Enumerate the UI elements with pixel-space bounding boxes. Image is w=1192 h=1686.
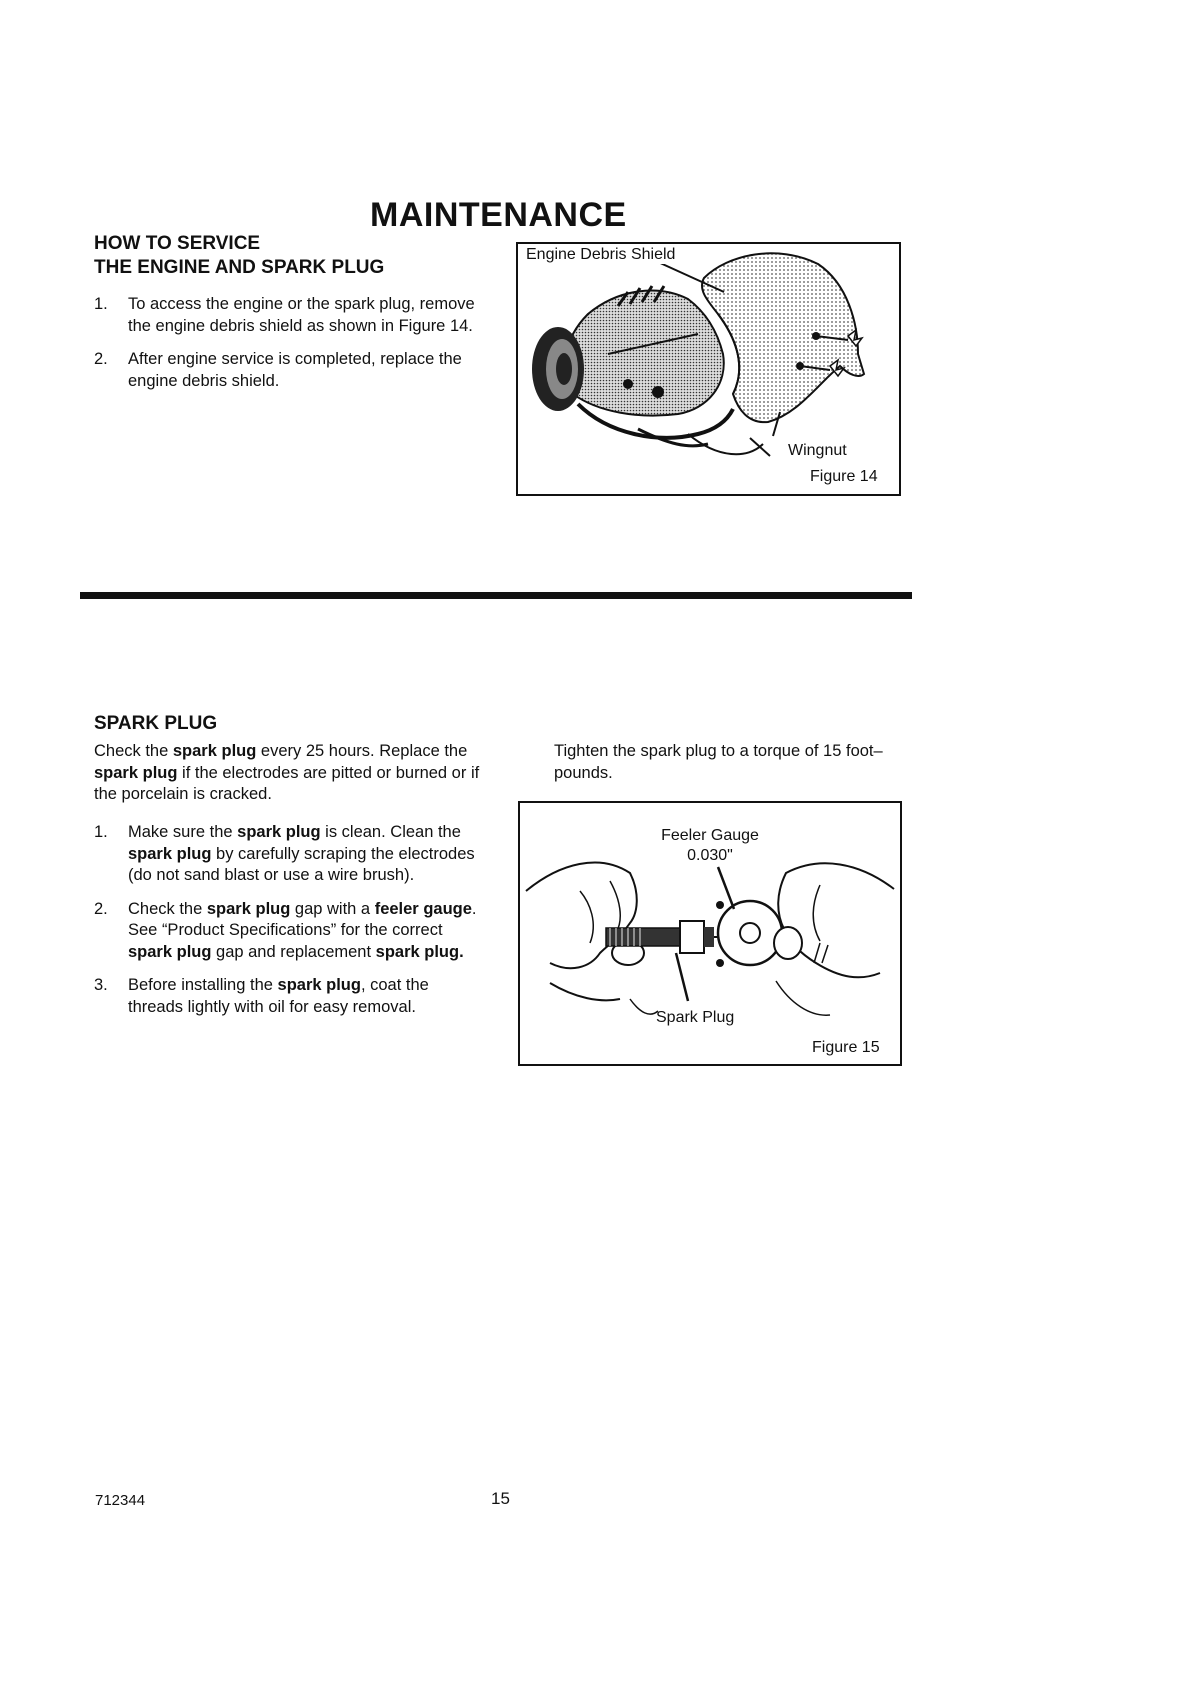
spark-plug-step-3: 3. Before installing the spark plug, coat the threads lightly with oil for easy removal. bbox=[94, 976, 429, 1016]
figure-14 bbox=[516, 242, 901, 496]
figure-15-caption: Figure 15 bbox=[812, 1039, 880, 1056]
heading-line-2: THE ENGINE AND SPARK PLUG bbox=[94, 257, 385, 278]
heading-line-1: HOW TO SERVICE bbox=[94, 233, 261, 254]
spark-plug-step-2: 2. Check the spark plug gap with a feeler gauge. See “Product Specifications” for the correct spark plug gap and replacement spark plug. bbox=[94, 899, 477, 961]
part-number: 712344 bbox=[95, 1492, 146, 1509]
spark-plug-heading: SPARK PLUG bbox=[94, 713, 218, 734]
service-step-2: 2. After engine service is completed, replace the engine debris shield. bbox=[94, 350, 462, 390]
label-gap-value: 0.030" bbox=[687, 847, 733, 864]
page-title: MAINTENANCE bbox=[370, 196, 627, 234]
label-wingnut: Wingnut bbox=[788, 442, 847, 459]
figure-14-caption: Figure 14 bbox=[810, 468, 878, 485]
spark-plug-step-1: 1. Make sure the spark plug is clean. Clean the spark plug by carefully scraping the electrodes (do not sand blast or use a wire brush). bbox=[94, 823, 475, 884]
service-steps-list bbox=[94, 294, 480, 404]
section-divider bbox=[80, 592, 912, 599]
figure-15 bbox=[518, 801, 902, 1066]
section-heading-service bbox=[94, 232, 384, 280]
label-feeler-gauge: Feeler Gauge bbox=[661, 827, 759, 844]
torque-instruction: Tighten the spark plug to a torque of 15 foot–pounds. bbox=[554, 742, 883, 782]
spark-plug-intro: Check the spark plug every 25 hours. Replace the spark plug if the electrodes are pitted or burned or if the porcelain is cracked. bbox=[94, 742, 480, 803]
label-engine-debris-shield: Engine Debris Shield bbox=[526, 246, 676, 263]
spark-plug-steps-list bbox=[94, 822, 480, 1030]
label-spark-plug: Spark Plug bbox=[656, 1009, 735, 1026]
service-step-1: 1. To access the engine or the spark plug, remove the engine debris shield as shown in Figure 14. bbox=[94, 295, 475, 335]
page-number: 15 bbox=[491, 1489, 510, 1508]
